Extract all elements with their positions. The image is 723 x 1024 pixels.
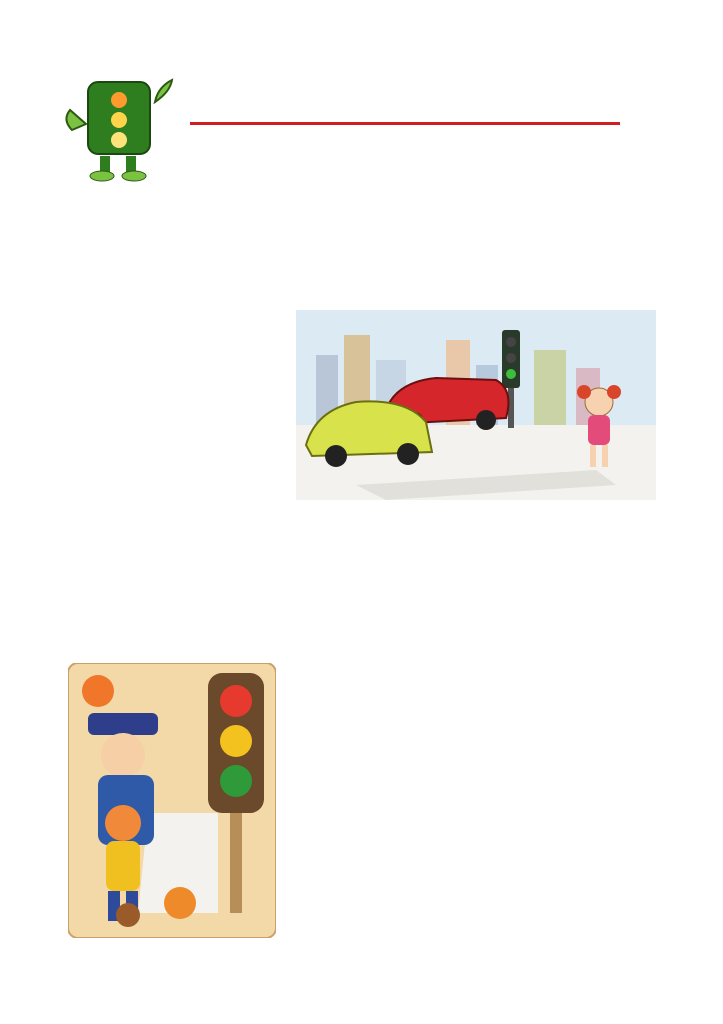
border-top — [0, 0, 723, 46]
street-scene-illustration — [296, 310, 656, 500]
border-bottom — [0, 978, 723, 1024]
traffic-light-mascot — [60, 72, 180, 184]
border-right — [677, 46, 723, 978]
title-underline — [190, 122, 620, 125]
traffic-puzzle-illustration — [68, 663, 276, 938]
border-left — [0, 46, 46, 978]
